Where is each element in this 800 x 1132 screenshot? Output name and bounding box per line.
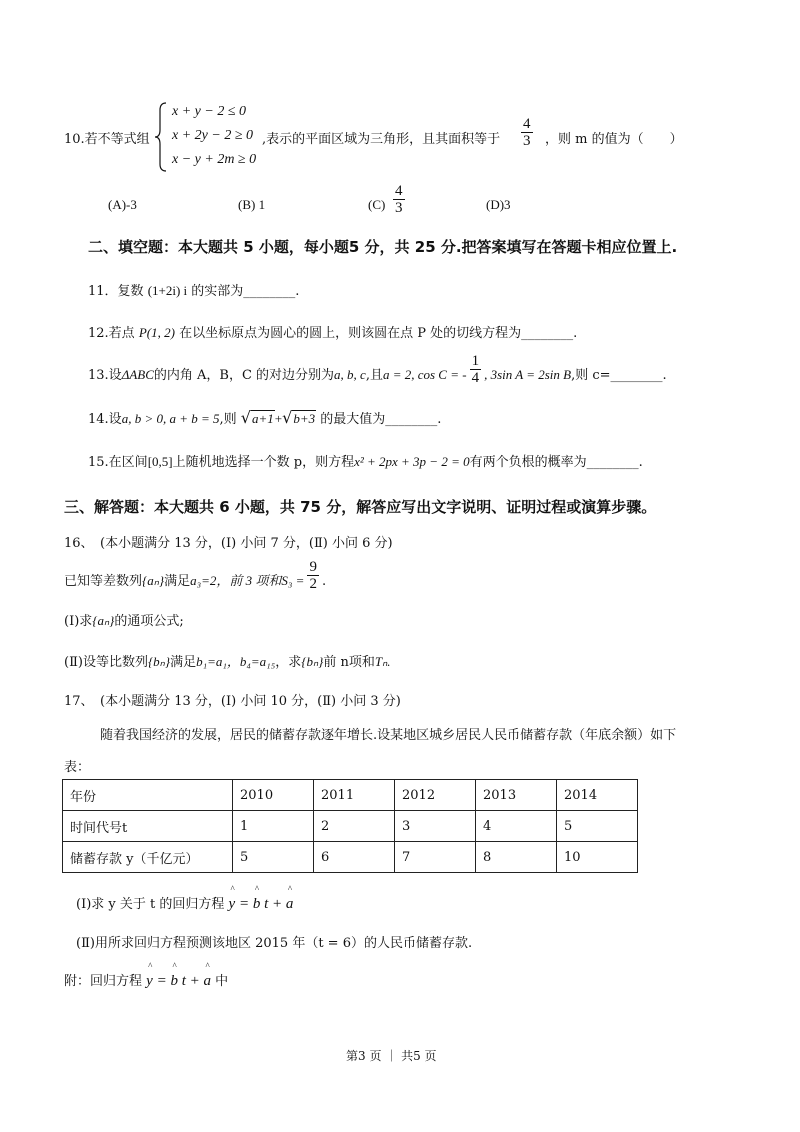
- q15-text-a: 15.在区间: [88, 455, 148, 470]
- q13-frac-num: 1: [471, 353, 480, 369]
- q17-q1-text: (Ⅰ)求 y 关于 t 的回归方程: [76, 897, 225, 912]
- q16-l3-seq2: {bₙ}: [301, 654, 324, 669]
- q14-cond: a, b > 0, a + b = 5: [121, 411, 220, 426]
- q10-option-d: (D)3: [486, 197, 511, 212]
- table-row: [63, 842, 638, 873]
- table-cell: 8: [476, 842, 557, 873]
- table-cell: 年份: [63, 780, 233, 811]
- q16-l2-a: (Ⅰ)求: [64, 614, 93, 629]
- page-footer: 第3 页 ｜ 共5 页: [346, 1049, 437, 1063]
- table-cell: 3: [395, 811, 476, 842]
- q13-cond2: , 3sin A = 2sin B: [484, 367, 572, 382]
- q10-prefix: 10.若不等式组: [64, 132, 150, 147]
- table-cell: 2014: [557, 780, 638, 811]
- q16-l1-b: 满足: [164, 574, 191, 589]
- q15-interval: [0,5]: [147, 454, 173, 469]
- q16-l3-d: ，求: [275, 655, 302, 670]
- q10-opt-c-den: 3: [395, 200, 403, 216]
- brace-icon: [154, 102, 168, 172]
- table-cell: 1: [233, 811, 314, 842]
- q13: [88, 353, 667, 386]
- q14-radicand-2: b+3: [293, 411, 316, 426]
- table-cell: 2011: [314, 780, 395, 811]
- q16-header: 16、 (本小题满分 13 分，(Ⅰ) 小问 7 分，(Ⅱ) 小问 6 分): [64, 536, 393, 551]
- q17-note-end: 中: [215, 974, 229, 989]
- q17-header: 17、 (本小题满分 13 分，(Ⅰ) 小问 10 分，(Ⅱ) 小问 3 分): [64, 694, 401, 709]
- section-heading-solutions: 三、解答题：本大题共 6 小题，共 75 分，解答应写出文字说明、证明过程或演算步骤。: [64, 498, 657, 516]
- q16-fraction: [307, 559, 319, 592]
- q16-l3-a: (Ⅱ)设等比数列: [64, 655, 148, 670]
- q14-text-a: 14.设: [88, 412, 122, 427]
- q17-paragraph-2: 表：: [64, 760, 91, 775]
- table-row: [63, 780, 638, 811]
- q16-l3-seq: {bₙ}: [147, 654, 171, 669]
- q13-text-a: 13.设: [88, 368, 122, 383]
- q13-sides: a, b, c: [334, 367, 366, 382]
- q16-l3-e: 前 n项和: [323, 655, 375, 670]
- q13-fraction: [470, 353, 482, 386]
- q16-seq-a: {aₙ}: [142, 573, 165, 588]
- q10-option-a: (A)-3: [108, 197, 137, 212]
- q10-fraction: [521, 116, 533, 149]
- q15: [88, 451, 643, 470]
- table-cell: 10: [557, 842, 638, 873]
- q15-text-b: 上随机地选择一个数 p，则方程: [172, 455, 355, 470]
- sqrt-icon: √: [240, 408, 251, 427]
- q16-frac-num: 9: [309, 559, 317, 575]
- q13-cond1: a = 2, cos C = -: [382, 367, 467, 382]
- q16-l2-b: 的通项公式;: [114, 614, 184, 629]
- regression-equation: y ^ = b ^ t + a ^: [228, 884, 294, 912]
- q16-l1-d: S₃ =: [281, 573, 305, 588]
- ineq-line-2: x + 2y − 2 ≥ 0: [172, 128, 254, 143]
- q17-appendix: [64, 961, 229, 990]
- q16-statement: 已知等差数列{aₙ}满足a₃=2，前 3 项和S₃ = $\frac{9}{2}$ .: [64, 559, 327, 592]
- table-cell: 2010: [233, 780, 314, 811]
- q16-part-1: [64, 610, 184, 629]
- ineq-line-3: x − y + 2m ≥ 0: [172, 152, 257, 167]
- q14: [88, 408, 441, 427]
- q16-l3-c: b₁=a₁，b₄=a₁₅: [196, 654, 276, 669]
- q11: [88, 280, 299, 299]
- q11-text-a: 11．复数: [88, 284, 144, 299]
- q10-option-c-fraction: [393, 183, 405, 216]
- q15-equation: x² + 2px + 3p − 2 = 0: [354, 454, 470, 469]
- q16-l2-seq: {aₙ}: [92, 613, 115, 628]
- table-cell: 时间代号t: [63, 811, 233, 842]
- q14-radicand-1: a+1: [252, 411, 274, 426]
- regression-equation-appendix: y ^ = b ^ t + a ^: [146, 961, 211, 989]
- table-cell: 5: [557, 811, 638, 842]
- q13-frac-den: 4: [471, 370, 480, 386]
- q13-triangle: ΔABC: [121, 367, 154, 382]
- q17-part-2: (Ⅱ)用所求回归方程预测该地区 2015 年（t = 6）的人民币储蓄存款.: [76, 936, 473, 951]
- q14-text-c: 的最大值为________.: [320, 412, 442, 427]
- q16-part-2: [64, 651, 391, 670]
- table-cell: 2: [314, 811, 395, 842]
- q16-frac-den: 2: [309, 576, 317, 592]
- table-cell: 7: [395, 842, 476, 873]
- q10-frac-num: 4: [523, 116, 531, 132]
- sqrt-icon: √: [282, 408, 293, 427]
- q16-l3-f: Tₙ.: [374, 654, 391, 669]
- table-cell: 4: [476, 811, 557, 842]
- q11-expr: (1+2i) i: [147, 283, 188, 298]
- q13-text-d: ,则 c=________.: [571, 368, 667, 383]
- q16-l3-b: 满足: [170, 655, 197, 670]
- q10-tail: ，则 m 的值为（ ）: [545, 132, 683, 147]
- q12-text-a: 12.若点: [88, 326, 135, 341]
- q17-note: 附：回归方程: [64, 974, 143, 989]
- q15-text-c: 有两个负根的概率为________.: [469, 455, 643, 470]
- table-cell: 储蓄存款 y（千亿元）: [63, 842, 233, 873]
- q16-l1-a: 已知等差数列: [64, 574, 143, 589]
- q17-part-1: [76, 884, 294, 913]
- q10-opt-c-num: 4: [395, 183, 403, 199]
- q12-expr: P(1, 2): [138, 325, 175, 340]
- q10-option-c-label: (C): [368, 197, 386, 212]
- q17-paragraph-1: 随着我国经济的发展，居民的储蓄存款逐年增长.设某地区城乡居民人民币储蓄存款（年底余额）如下: [100, 728, 677, 743]
- q16-l1-c: a₃=2，前 3 项和: [190, 573, 282, 588]
- q11-text-b: 的实部为________.: [191, 284, 300, 299]
- q12-text-b: 在以坐标原点为圆心的圆上，则该圆在点 P 处的切线方程为________.: [179, 326, 578, 341]
- ineq-line-1: x + y − 2 ≤ 0: [172, 104, 247, 119]
- table-cell: 2013: [476, 780, 557, 811]
- q10-option-b: (B) 1: [238, 197, 266, 212]
- table-row: [63, 811, 638, 842]
- table-cell: 5: [233, 842, 314, 873]
- section-heading-fill-in: 二、填空题：本大题共 5 小题，每小题5 分，共 25 分.把答案填写在答题卡相应位置上.: [88, 238, 678, 256]
- q14-text-b: ,则: [219, 412, 237, 427]
- q14-plus: +: [274, 411, 283, 426]
- q13-text-b: 的内角 A，B，C 的对边分别为: [153, 368, 335, 383]
- q13-text-c: ,且: [365, 368, 383, 383]
- savings-table: [62, 779, 638, 873]
- table-cell: 2012: [395, 780, 476, 811]
- table-cell: 6: [314, 842, 395, 873]
- q10-middle: ,表示的平面区域为三角形，且其面积等于: [262, 132, 501, 147]
- q10-frac-den: 3: [523, 133, 531, 149]
- q12: [88, 322, 577, 341]
